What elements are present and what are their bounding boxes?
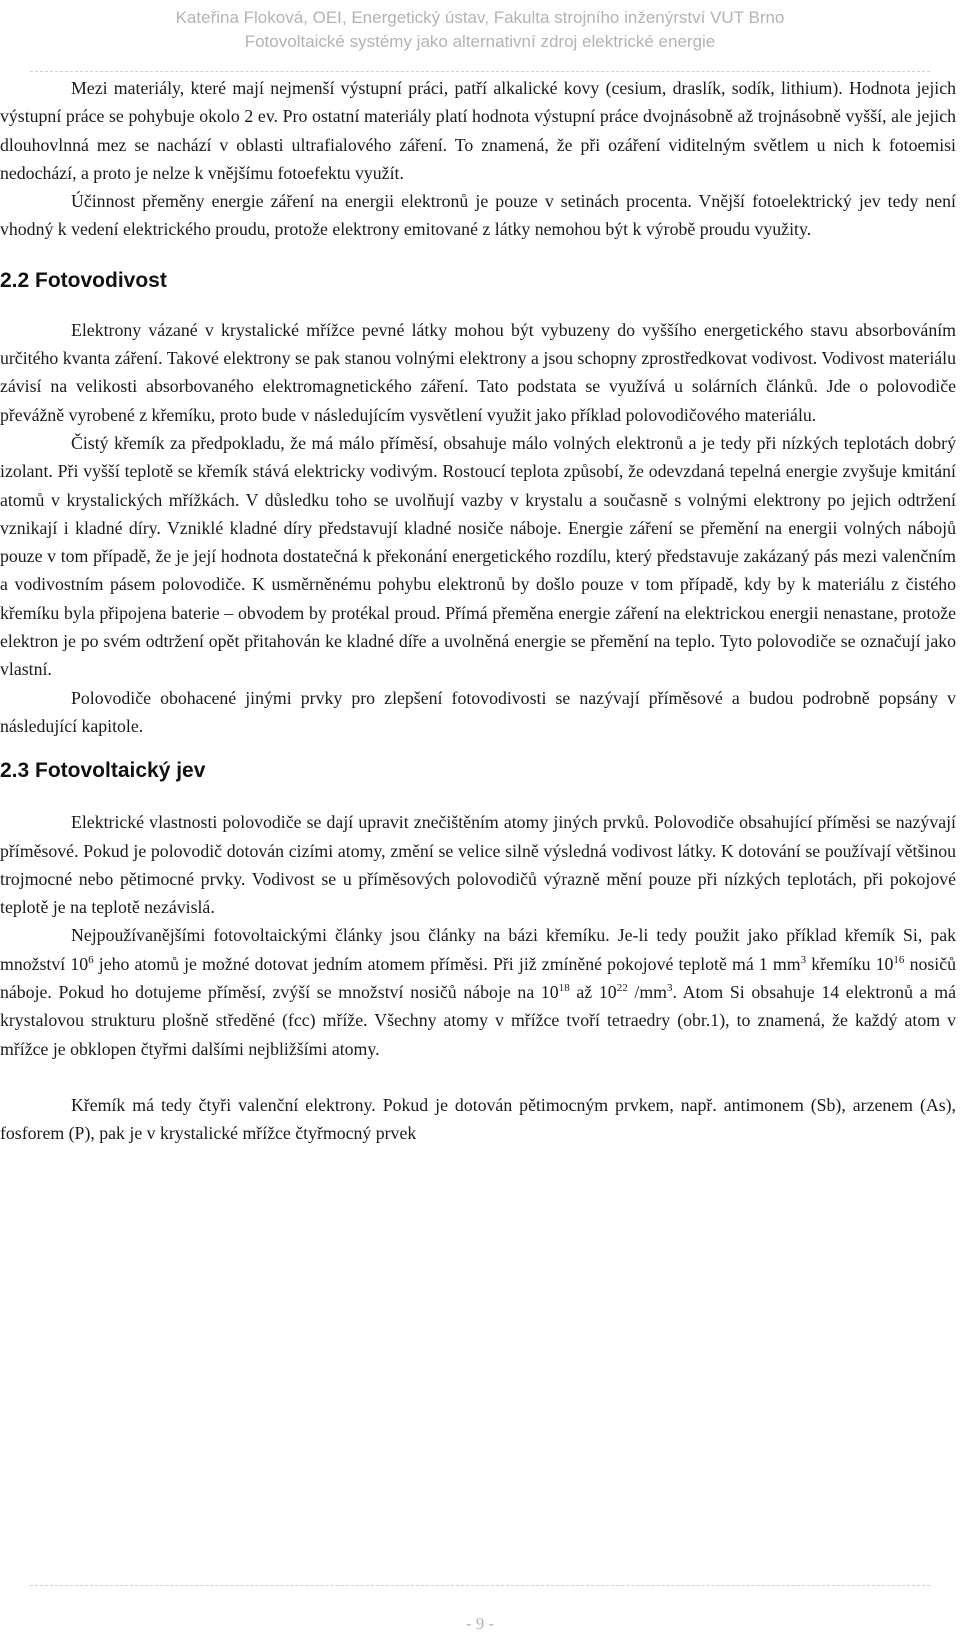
- page-header: [0, 6, 960, 54]
- superscript: 3: [667, 982, 673, 995]
- superscript: 16: [893, 953, 905, 966]
- header-line-title: Fotovoltaické systémy jako alternativní zdroj elektrické energie: [244, 32, 716, 51]
- text-run: až 10: [569, 982, 617, 1003]
- paragraph: Křemík má tedy čtyři valenční elektrony. Pokud je dotován pětimocným prvkem, např. antimonem (Sb), arzenem (As), fosforem (P), pak je v krystalické mřížce čtyřmocný prvek: [0, 1094, 956, 1144]
- footer-divider: [30, 1585, 930, 1586]
- paragraph: Elektrony vázané v krystalické mřížce pevné látky mohou být vybuzeny do vyššího energetického stavu absorbováním určitého kvanta záření. Takové elektrony se pak stanou volnými elektrony a jsou schopny zprostředkovat vodivost. Vodivost materiálu závisí na velikosti absorbovaného elektromagnetického záření. Tato podstata se využívá u solárních článků. Jde o polovodiče převážně vyrobené z křemíku, proto bude v následujícím vysvětlení využit jako příklad polovodičového materiálu.: [0, 319, 956, 425]
- paragraph: Polovodiče obohacené jinými prvky pro zlepšení fotovodivosti se nazývají příměsové a budou podrobně popsány v následující kapitole.: [0, 687, 956, 736]
- paragraph-with-exponents: [0, 921, 956, 1062]
- superscript: 18: [558, 982, 570, 995]
- paragraph: Čistý křemík za předpokladu, že má málo příměsí, obsahuje málo volných elektronů a je tedy při nízkých teplotách dobrý izolant. Při vyšší teplotě se křemík stává elektricky vodivým. Rostoucí teplota způsobí, že odevzdaná tepelná energie zvyšuje kmitání atomů v krystalických mřížkách. V důsledku toho se uvolňují vazby v krystalu a současně s volnými elektrony po jejich odtržení vznikají i kladné díry. Vzniklé kladné díry představují kladné nosiče náboje. Energie záření se přemění na energii volných nábojů pouze v tom případě, že je její hodnota dostatečná k překonání energetického rozdílu, který představuje zakázaný pás mezi valenčním a vodivostním pásem polovodiče. K usměrněnému pohybu elektronů by došlo pouze v tom případě, kdy by k materiálu z čistého křemíku byla připojena baterie – obvodem by protékal proud. Přímá přeměna energie záření na elektrickou energii nenastane, protože elektron je po svém odtržení opět přitahován ke kladné díře a uvolněná energie se přemění na teplo. Tyto polovodiče se označují jako vlastní.: [0, 432, 956, 680]
- text-run: . Atom Si obsahuje 14 elektronů a má krystalovou strukturu plošně středěné (fcc) mříže. Všechny atomy v mřížce tvoří tetraedry (obr.1), to znamená, že každý atom v mřížce je obklopen čtyřmi dalšími nejbližšími atomy.: [0, 982, 956, 1059]
- superscript: 22: [616, 982, 628, 995]
- header-divider: [30, 71, 930, 72]
- paragraph: Mezi materiály, které mají nejmenší výstupní práci, patří alkalické kovy (cesium, draslík, sodík, lithium). Hodnota jejich výstupní práce se pohybuje okolo 2 ev. Pro ostatní materiály platí hodnota výstupní práce dvojnásobně až trojnásobně vyšší, ale jejich dlouhovlnná mez se nachází v oblasti ultrafialového záření. To znamená, že při ozáření viditelným světlem u nich k fotoemisi nedochází, a proto je nelze k vnějšímu fotoefektu využít.: [0, 78, 956, 183]
- text-run: Nejpoužívanějšími fotovoltaickými články jsou články na bázi křemíku. Je-li tedy použit jako příklad křemík Si, pak množství 10: [0, 925, 956, 974]
- superscript: 3: [800, 953, 807, 966]
- text-run: křemíku 10: [806, 953, 894, 974]
- page-body: [0, 74, 956, 1148]
- header-line-author: Kateřina Floková, OEI, Energetický ústav, Fakulta strojního inženýrství VUT Brno: [175, 8, 785, 27]
- text-run: nosičů náboje. Pokud ho dotujeme příměsí, zvýší se množství nosičů náboje na 10: [0, 953, 956, 1003]
- superscript: 6: [88, 953, 94, 966]
- section-heading-2-2: 2.2 Fotovodivost: [0, 268, 167, 292]
- page-number: - 9 -: [465, 1614, 495, 1633]
- section-heading-2-3: 2.3 Fotovoltaický jev: [0, 759, 206, 783]
- text-run: /mm: [627, 982, 667, 1003]
- text-run: jeho atomů je možné dotovat jedním atomem příměsi. Při již zmíněné pokojové teplotě má 1 mm: [93, 953, 801, 974]
- paragraph: Účinnost přeměny energie záření na energii elektronů je pouze v setinách procenta. Vnější fotoelektrický jev tedy není vhodný k vedení elektrického proudu, protože elektrony emitované z látky nemohou být k výrobě proudu využity.: [0, 191, 956, 240]
- paragraph: Elektrické vlastnosti polovodiče se dají upravit znečištěním atomy jiných prvků. Polovodiče obsahující příměsi se nazývají příměsové. Pokud je polovodič dotován cizími atomy, změní se velice silně výsledná vodivost látky. K dotování se používají většinou trojmocné nebo pětimocné prvky. Vodivost se u příměsových polovodičů výrazně mění pouze při nízkých teplotách, při pokojové teplotě je na teplotě nezávislá.: [0, 812, 956, 918]
- paragraph-spacer: [0, 1063, 956, 1091]
